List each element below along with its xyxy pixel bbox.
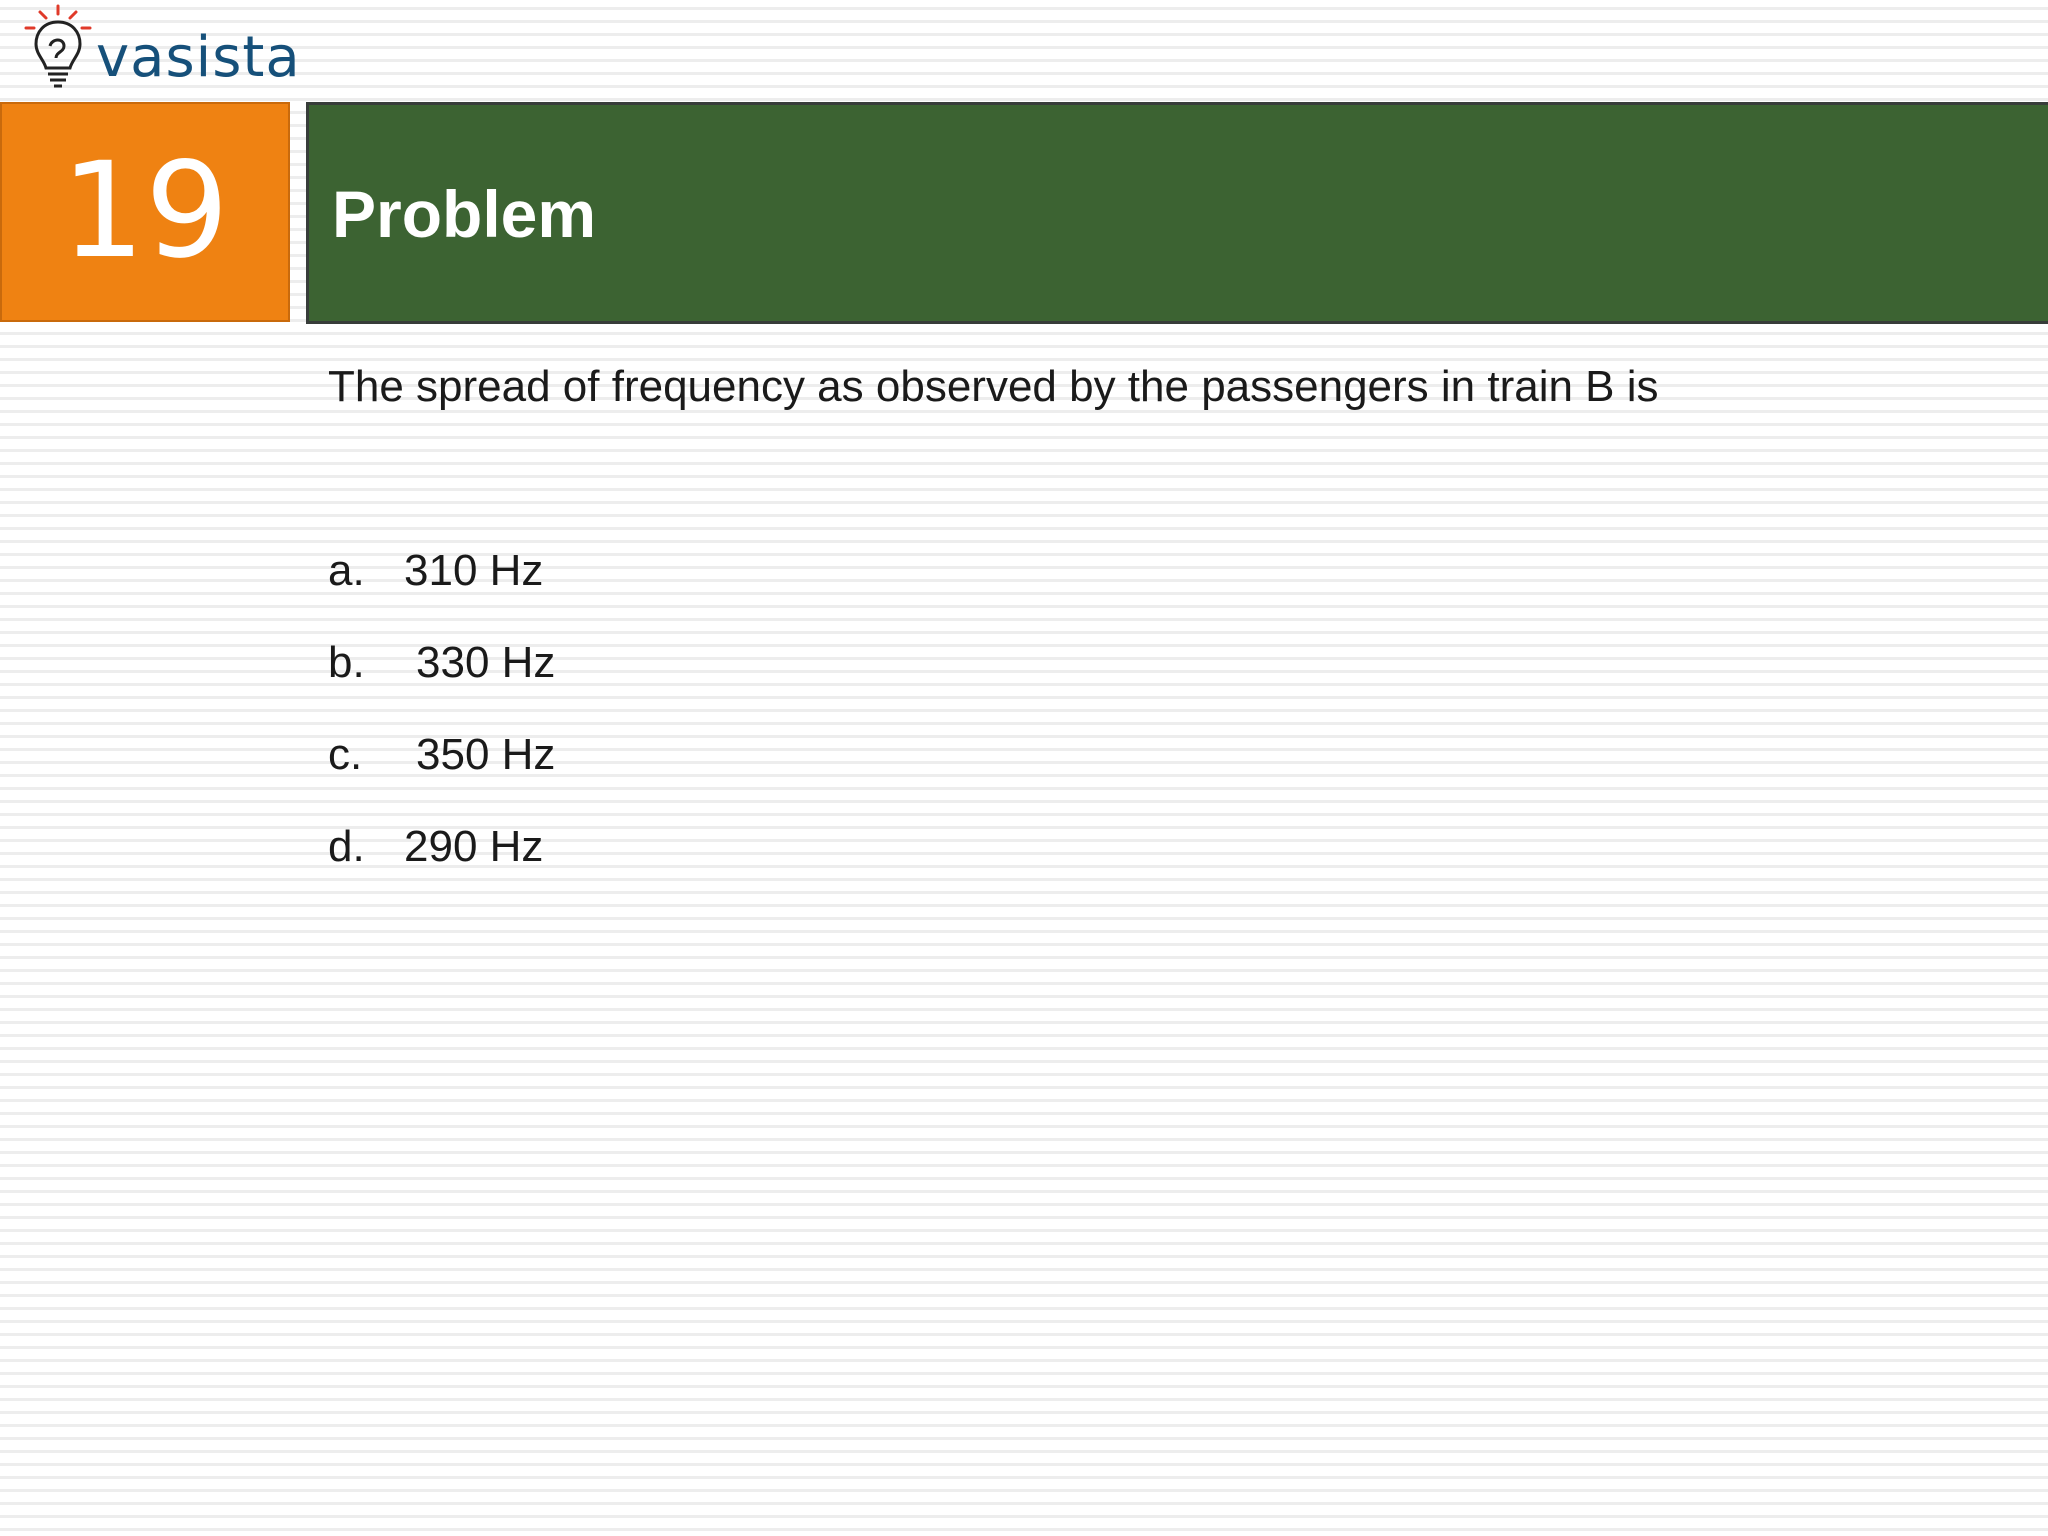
bulb-icon: [18, 2, 98, 98]
slide-title: Problem: [332, 177, 597, 251]
option-letter: a.: [328, 546, 365, 595]
title-bar: [306, 102, 2048, 324]
option-value: 290 Hz: [404, 822, 544, 871]
option-letter: c.: [328, 730, 363, 779]
option-letter: d.: [328, 822, 365, 871]
option-value: 310 Hz: [404, 546, 544, 595]
option-value: 350 Hz: [416, 730, 556, 779]
brand-logo: [18, 2, 301, 98]
question-text: The spread of frequency as observed by the passengers in train B is: [328, 362, 1659, 411]
option-value: 330 Hz: [416, 638, 556, 687]
slide-number-box: [0, 102, 290, 322]
option-letter: b.: [328, 638, 365, 687]
logo-text: vasista: [96, 25, 301, 90]
slide-number: 19: [61, 134, 229, 288]
